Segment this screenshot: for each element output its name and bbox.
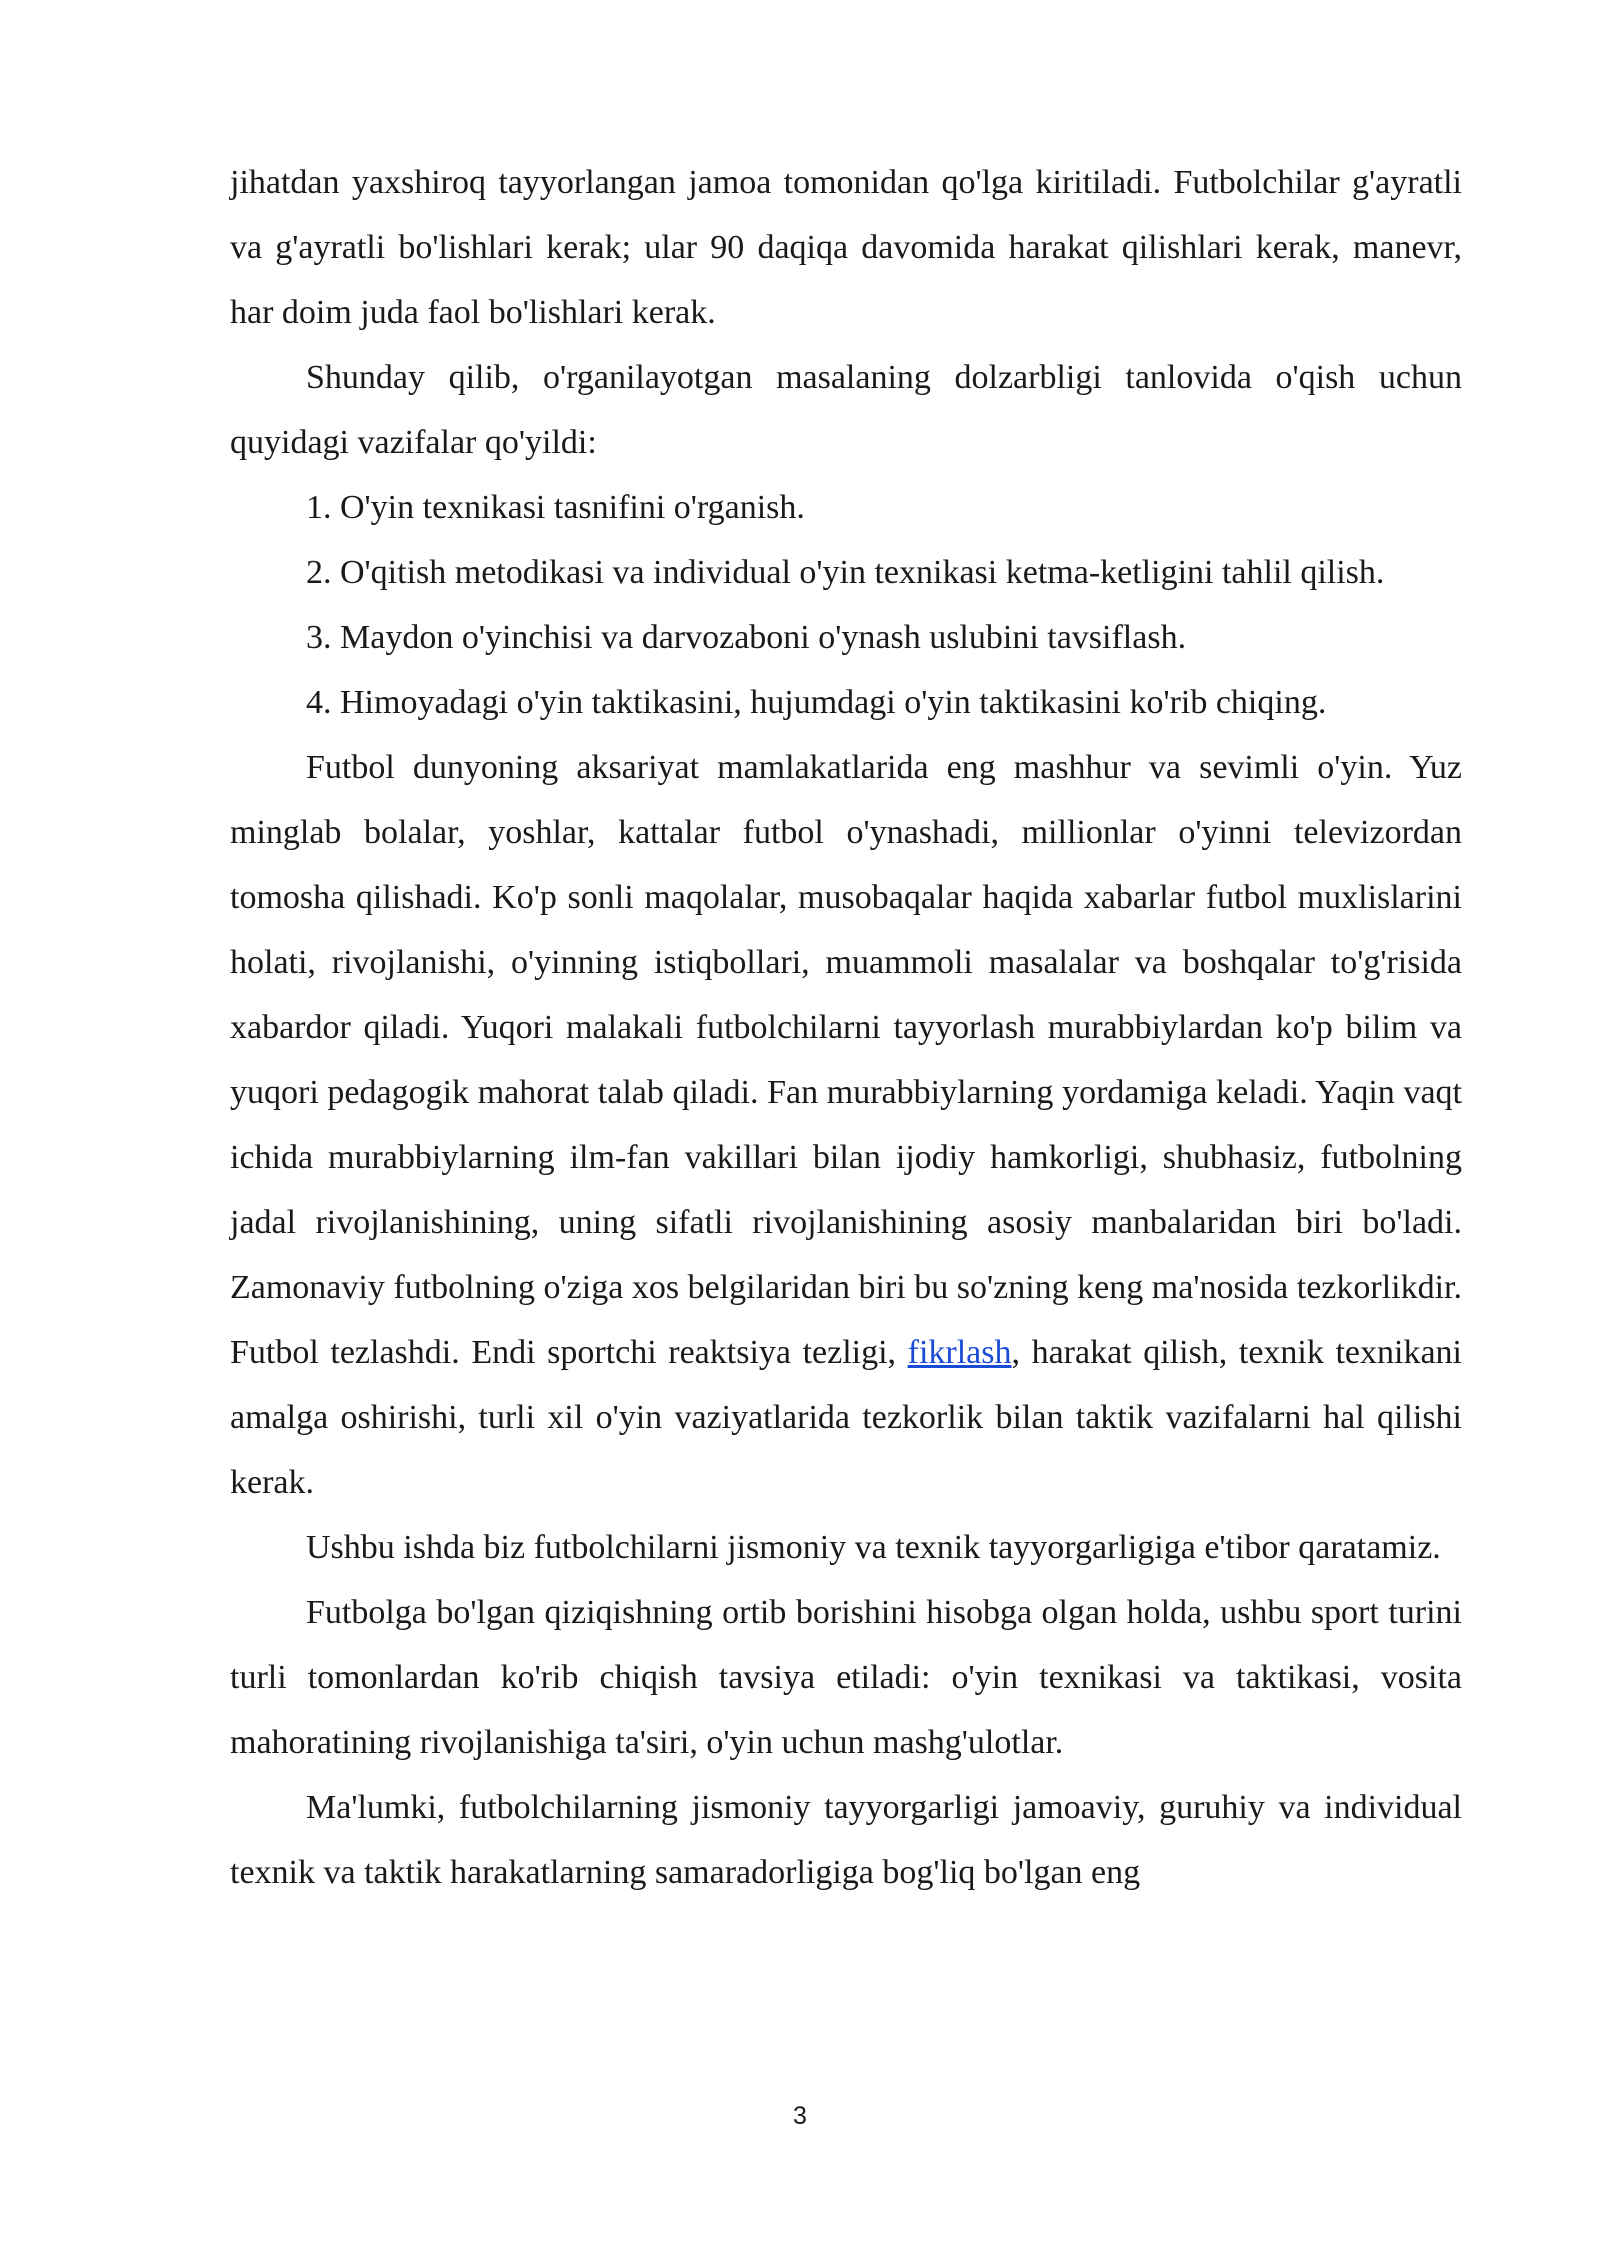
list-item-1: 1. O'yin texnikasi tasnifini o'rganish. (306, 489, 805, 526)
paragraph-football-popularity (230, 735, 1462, 1515)
paragraph-tasks-intro: Shunday qilib, o'rganilayotgan masalaning dolzarbligi tanlovida o'qish uchun quyidagi vazifalar qo'yildi: (230, 359, 1462, 461)
list-item-3: 3. Maydon o'yinchisi va darvozaboni o'ynash uslubini tavsiflash. (306, 619, 1187, 656)
paragraph-text-after-link: , harakat qilish, texnik texnikani amalga oshirishi, turli xil o'yin vaziyatlarida tezkorlik bilan taktik vazifalarni hal qilishi kerak. (230, 1334, 1462, 1501)
paragraph-text-before-link: Futbol dunyoning aksariyat mamlakatlarida eng mashhur va sevimli o'yin. Yuz minglab bolalar, yoshlar, kattalar futbol o'ynashadi, millionlar o'yinni televizordan tomosha qilishadi. Ko'p sonli maqolalar, musobaqalar haqida xabarlar futbol muxlislarini holati, rivojlanishi, o'yinning istiqbollari, muammoli masalalar va boshqalar to'g'risida xabardor qiladi. Yuqori malakali futbolchilarni tayyorlash murabbiylardan ko'p bilim va yuqori pedagogik mahorat talab qiladi. Fan murabbiylarning yordamiga keladi. Yaqin vaqt ichida murabbiylarning ilm-fan vakillari bilan ijodiy hamkorligi, shubhasiz, futbolning jadal rivojlanishining, uning sifatli rivojlanishining asosiy manbalaridan biri bo'ladi. Zamonaviy futbolning o'ziga xos belgilaridan biri bu so'zning keng ma'nosida tezkorlikdir. Futbol tezlashdi. Endi sportchi reaktsiya tezligi, (230, 749, 1462, 1371)
page-number: 3 (793, 2102, 807, 2130)
paragraph-work-focus: Ushbu ishda biz futbolchilarni jismoniy va texnik tayyorgarligiga e'tibor qaratamiz. (306, 1529, 1441, 1566)
fikrlash-link[interactable]: fikrlash (907, 1334, 1012, 1371)
paragraph-interest: Futbolga bo'lgan qiziqishning ortib borishini hisobga olgan holda, ushbu sport turini turli tomonlardan ko'rib chiqish tavsiya etiladi: o'yin texnikasi va taktikasi, vosita mahoratining rivojlanishiga ta'siri, o'yin uchun mashg'ulotlar. (230, 1594, 1462, 1761)
paragraph-physical-preparation: Ma'lumki, futbolchilarning jismoniy tayyorgarligi jamoaviy, guruhiy va individual texnik va taktik harakatlarning samaradorligiga bog'liq bo'lgan eng (230, 1789, 1462, 1891)
paragraph-continuation: jihatdan yaxshiroq tayyorlangan jamoa tomonidan qo'lga kiritiladi. Futbolchilar g'ayratli va g'ayratli bo'lishlari kerak; ular 90 daqiqa davomida harakat qilishlari kerak, manevr, har doim juda faol bo'lishlari kerak. (230, 164, 1462, 331)
document-body (230, 150, 1462, 1905)
list-item-4: 4. Himoyadagi o'yin taktikasini, hujumdagi o'yin taktikasini ko'rib chiqing. (306, 684, 1327, 721)
list-item-2: 2. O'qitish metodikasi va individual o'yin texnikasi ketma-ketligini tahlil qilish. (306, 554, 1385, 591)
